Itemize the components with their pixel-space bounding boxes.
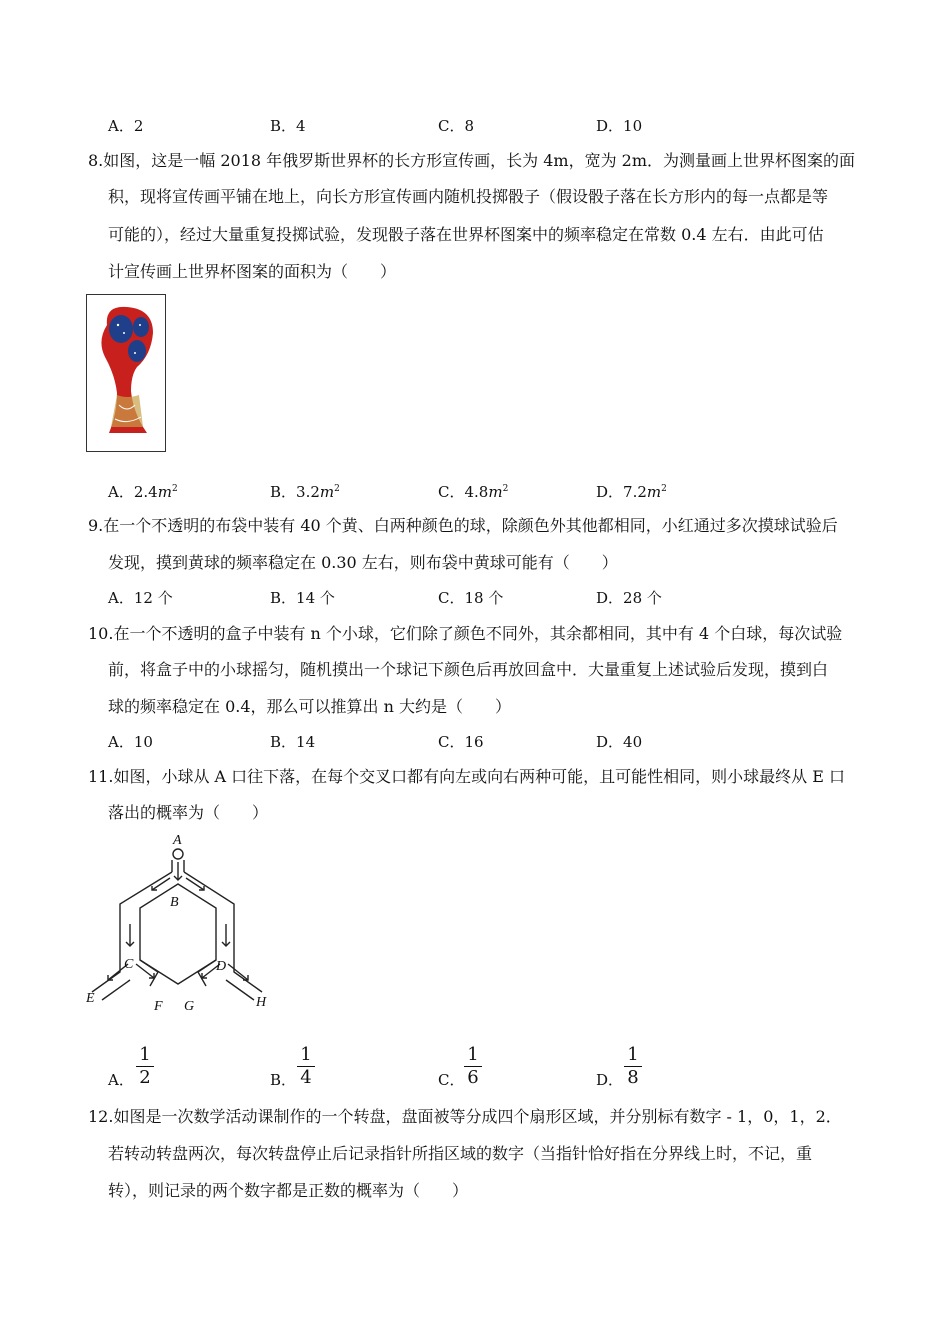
q11-line-2: 落出的概率为（ ） <box>108 803 269 822</box>
q8-line-2: 积，现将宣传画平铺在地上，向长方形宣传画内随机投掷骰子（假设骰子落在长方形内的每一点都是等 <box>108 187 829 206</box>
q8-line-3: 可能的），经过大量重复投掷试验，发现骰子落在世界杯图案中的频率稳定在常数 0.4 左右．由此可估 <box>108 225 824 244</box>
q10-option-d: D．40 <box>596 733 643 751</box>
q10-option-c: C．16 <box>438 733 484 751</box>
label-a: A <box>173 833 182 848</box>
q10-line-3: 球的频率稳定在 0.4，那么可以推算出 n 大约是（ ） <box>108 697 512 716</box>
q9-option-b: B．14 个 <box>270 589 335 607</box>
q10-line-2: 前，将盒子中的小球摇匀，随机摸出一个球记下颜色后再放回盒中．大量重复上述试验后发现，摸到白 <box>108 660 829 679</box>
q7-option-a: A．2 <box>108 117 144 135</box>
q11-option-c-fraction: 1 6 <box>463 1046 483 1087</box>
q10-option-b: B．14 <box>270 733 316 751</box>
q9-line-2: 发现，摸到黄球的频率稳定在 0.30 左右，则布袋中黄球可能有（ ） <box>108 553 618 572</box>
q8-option-d: D．$7.2m^2$ <box>596 483 667 501</box>
q7-option-d: D．10 <box>596 117 643 135</box>
q11-line-1: 11.如图，小球从 A 口往下落，在每个交叉口都有向左或向右两种可能，且可能性相同，则小球最终从 E 口 <box>88 767 846 786</box>
q12-line-3: 转），则记录的两个数字都是正数的概率为（ ） <box>108 1181 469 1200</box>
q10-line-1: 10.在一个不透明的盒子中装有 n 个小球，它们除了颜色不同外，其余都相同，其中有 4 个白球，每次试验 <box>88 624 843 643</box>
label-h: H <box>256 995 267 1010</box>
q10-option-a: A．10 <box>108 733 153 751</box>
label-f: F <box>154 999 163 1014</box>
world-cup-image <box>86 294 166 452</box>
q8-line-1: 8.如图，这是一幅 2018 年俄罗斯世界杯的长方形宣传画，长为 4m，宽为 2m．为测量画上世界杯图案的面 <box>88 151 856 170</box>
q9-line-1: 9.在一个不透明的布袋中装有 40 个黄、白两种颜色的球，除颜色外其他都相同，小红通过多次摸球试验后 <box>88 516 838 535</box>
q11-option-d-label: D． <box>596 1071 624 1089</box>
q11-option-a-label: A． <box>108 1071 134 1089</box>
q11-option-d-fraction: 1 8 <box>623 1046 643 1087</box>
label-e: E <box>86 991 95 1006</box>
q7-option-b: B．4 <box>270 117 306 135</box>
q8-line-4: 计宣传画上世界杯图案的面积为（ ） <box>108 262 397 281</box>
q9-option-d: D．28 个 <box>596 589 662 607</box>
q11-option-c-label: C． <box>438 1071 465 1089</box>
q8-option-c: C．$4.8m^2$ <box>438 483 509 501</box>
label-c: C <box>124 957 134 972</box>
q9-option-a: A．12 个 <box>108 589 173 607</box>
q9-option-c: C．18 个 <box>438 589 504 607</box>
q12-line-2: 若转动转盘两次，每次转盘停止后记录指针所指区域的数字（当指针恰好指在分界线上时，不记，重 <box>108 1144 813 1163</box>
q12-line-1: 12.如图是一次数学活动课制作的一个转盘，盘面被等分成四个扇形区域，并分别标有数字 - 1，0，1，2． <box>88 1107 842 1126</box>
q11-option-b-fraction: 1 4 <box>296 1046 316 1087</box>
label-b: B <box>170 895 179 910</box>
q11-option-a-fraction: 1 2 <box>135 1046 155 1087</box>
q8-option-b: B．$3.2m^2$ <box>270 483 340 501</box>
q8-option-a: A．$2.4m^2$ <box>108 483 178 501</box>
q7-option-c: C．8 <box>438 117 475 135</box>
label-g: G <box>184 999 195 1014</box>
q11-option-b-label: B． <box>270 1071 297 1089</box>
label-d: D <box>216 959 227 974</box>
ball-drop-diagram <box>86 832 276 1017</box>
